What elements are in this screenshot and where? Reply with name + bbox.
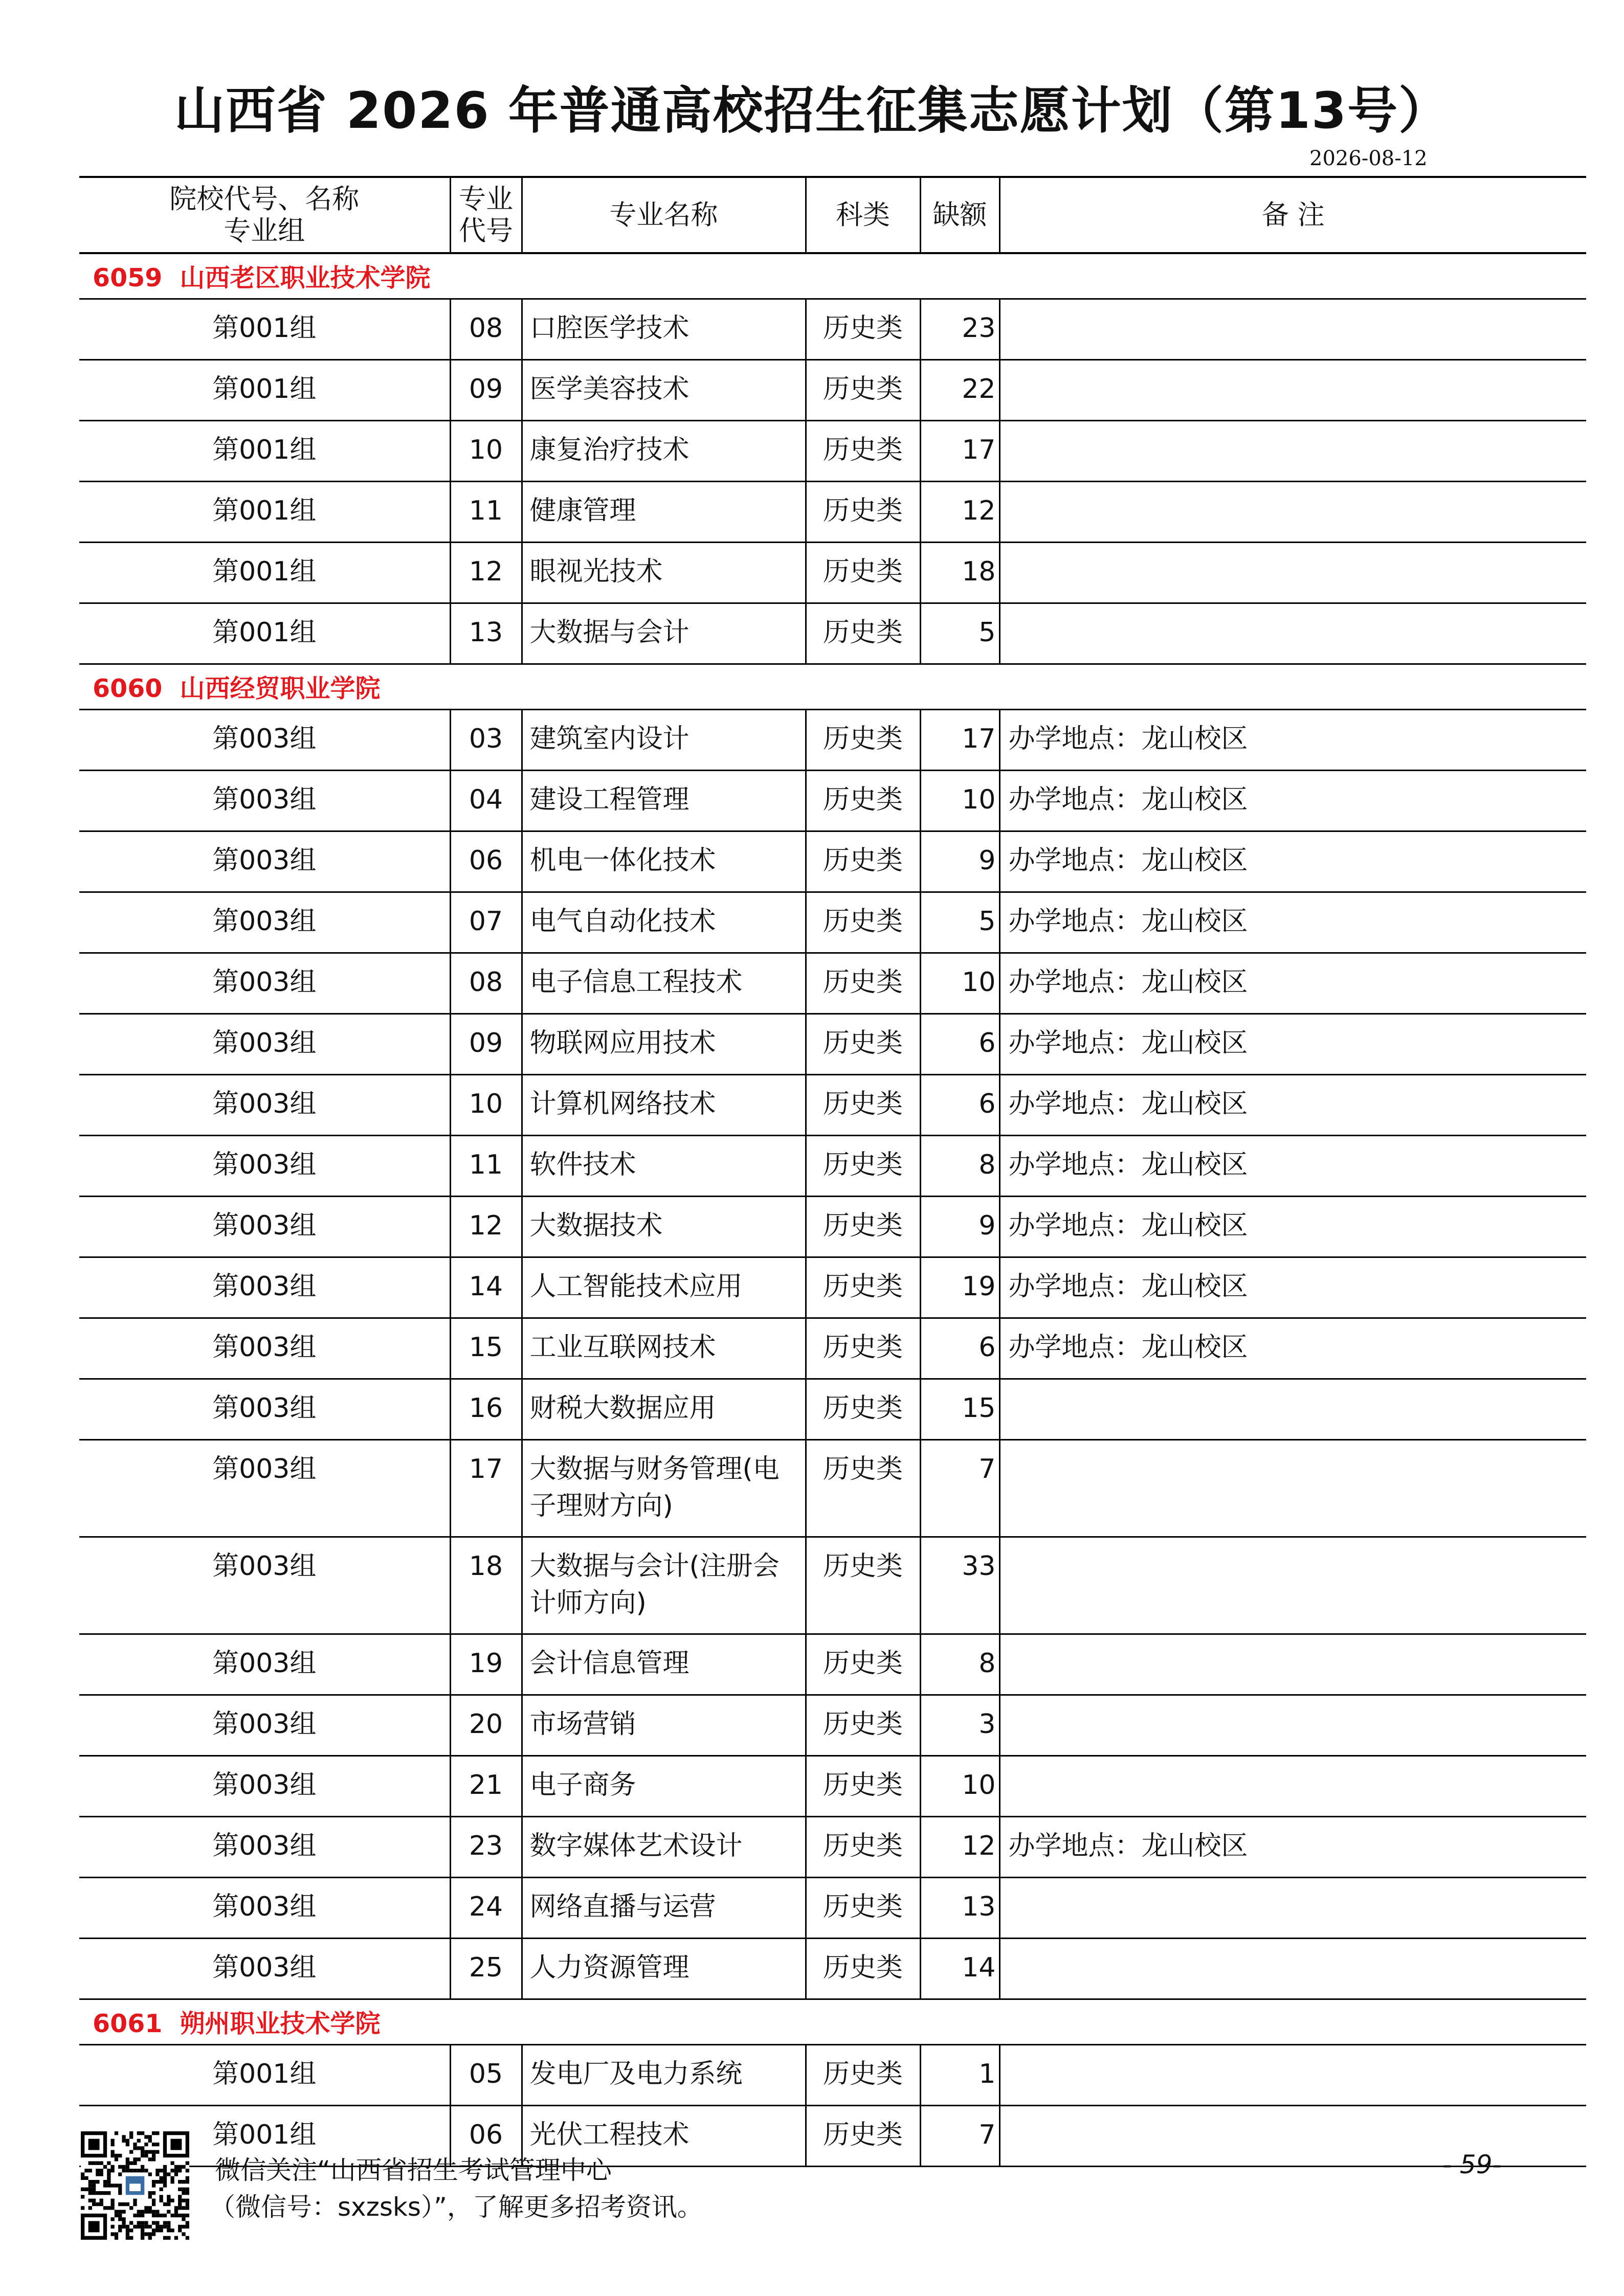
major-name-cell: 软件技术 <box>522 1136 806 1197</box>
category-cell: 历史类 <box>806 1136 920 1197</box>
major-code-cell: 21 <box>450 1756 522 1817</box>
header-major-name: 专业名称 <box>522 177 806 253</box>
quota-cell: 10 <box>920 771 999 831</box>
major-name-cell: 物联网应用技术 <box>522 1014 806 1075</box>
major-code-cell: 19 <box>450 1634 522 1695</box>
group-cell: 第003组 <box>79 1014 450 1075</box>
quota-cell: 8 <box>920 1136 999 1197</box>
category-cell: 历史类 <box>806 1318 920 1379</box>
major-code-cell: 10 <box>450 421 522 482</box>
header-school-line1: 院校代号、名称 <box>169 183 360 215</box>
group-cell: 第003组 <box>79 1318 450 1379</box>
enrollment-plan-table <box>79 176 1586 2167</box>
major-name-cell: 人力资源管理 <box>522 1939 806 1999</box>
header-quota: 缺额 <box>920 177 999 253</box>
category-cell: 历史类 <box>806 1878 920 1939</box>
major-code-cell: 06 <box>450 831 522 892</box>
major-name-cell: 电气自动化技术 <box>522 892 806 953</box>
major-code-cell: 06 <box>450 2106 522 2167</box>
major-name-cell: 口腔医学技术 <box>522 299 806 360</box>
major-name-cell: 建设工程管理 <box>522 771 806 831</box>
table-row <box>79 892 1586 953</box>
footer-wechat-line2: （微信号：sxzsks）”，了解更多招考资讯。 <box>210 2192 703 2222</box>
group-cell: 第001组 <box>79 421 450 482</box>
category-cell: 历史类 <box>806 1379 920 1440</box>
category-cell: 历史类 <box>806 831 920 892</box>
table-body <box>79 253 1586 2167</box>
major-name-cell: 电子信息工程技术 <box>522 953 806 1014</box>
table-row <box>79 1075 1586 1136</box>
group-cell: 第001组 <box>79 482 450 543</box>
major-name-cell: 大数据技术 <box>522 1197 806 1257</box>
remark-cell <box>999 543 1586 603</box>
major-code-cell: 11 <box>450 1136 522 1197</box>
header-school-group <box>79 177 450 253</box>
group-cell: 第003组 <box>79 771 450 831</box>
remark-cell: 办学地点：龙山校区 <box>999 1257 1586 1318</box>
group-cell: 第003组 <box>79 1756 450 1817</box>
table-row <box>79 1197 1586 1257</box>
group-cell: 第001组 <box>79 603 450 664</box>
table-row <box>79 1318 1586 1379</box>
table-row <box>79 1257 1586 1318</box>
table-row <box>79 1695 1586 1756</box>
quota-cell: 6 <box>920 1075 999 1136</box>
major-name-cell: 健康管理 <box>522 482 806 543</box>
category-cell: 历史类 <box>806 299 920 360</box>
major-code-cell: 03 <box>450 710 522 771</box>
remark-cell <box>999 603 1586 664</box>
group-cell: 第003组 <box>79 1075 450 1136</box>
table-row <box>79 2045 1586 2106</box>
table-row <box>79 1014 1586 1075</box>
group-cell: 第003组 <box>79 1257 450 1318</box>
major-name-cell: 人工智能技术应用 <box>522 1257 806 1318</box>
category-cell: 历史类 <box>806 543 920 603</box>
major-code-cell: 12 <box>450 1197 522 1257</box>
table-row <box>79 482 1586 543</box>
remark-cell: 办学地点：龙山校区 <box>999 892 1586 953</box>
remark-cell <box>999 299 1586 360</box>
category-cell: 历史类 <box>806 1440 920 1537</box>
table-row <box>79 603 1586 664</box>
group-cell: 第003组 <box>79 1817 450 1878</box>
category-cell: 历史类 <box>806 603 920 664</box>
remark-cell: 办学地点：龙山校区 <box>999 1014 1586 1075</box>
group-cell: 第003组 <box>79 1878 450 1939</box>
category-cell: 历史类 <box>806 1817 920 1878</box>
school-name: 6059 山西老区职业技术学院 <box>79 253 1586 299</box>
remark-cell <box>999 2045 1586 2106</box>
category-cell: 历史类 <box>806 421 920 482</box>
category-cell: 历史类 <box>806 1939 920 1999</box>
major-name-cell: 眼视光技术 <box>522 543 806 603</box>
quota-cell: 6 <box>920 1318 999 1379</box>
group-cell: 第003组 <box>79 1537 450 1634</box>
major-code-cell: 13 <box>450 603 522 664</box>
group-cell: 第003组 <box>79 953 450 1014</box>
remark-cell: 办学地点：龙山校区 <box>999 710 1586 771</box>
remark-cell: 办学地点：龙山校区 <box>999 771 1586 831</box>
group-cell: 第003组 <box>79 710 450 771</box>
category-cell: 历史类 <box>806 1756 920 1817</box>
table-row <box>79 1379 1586 1440</box>
group-cell: 第003组 <box>79 1197 450 1257</box>
major-name-cell: 大数据与会计(注册会计师方向) <box>522 1537 806 1634</box>
major-code-cell: 05 <box>450 2045 522 2106</box>
category-cell: 历史类 <box>806 953 920 1014</box>
quota-cell: 17 <box>920 710 999 771</box>
group-cell: 第003组 <box>79 892 450 953</box>
remark-cell: 办学地点：龙山校区 <box>999 1318 1586 1379</box>
publish-date: 2026-08-12 <box>1309 147 1428 170</box>
quota-cell: 3 <box>920 1695 999 1756</box>
category-cell: 历史类 <box>806 1014 920 1075</box>
remark-cell <box>999 1756 1586 1817</box>
page-title: 山西省 2026 年普通高校招生征集志愿计划（第13号） <box>174 82 1450 140</box>
group-cell: 第003组 <box>79 1634 450 1695</box>
major-name-cell: 会计信息管理 <box>522 1634 806 1695</box>
table-row <box>79 953 1586 1014</box>
major-code-cell: 08 <box>450 953 522 1014</box>
table-row <box>79 360 1586 421</box>
major-code-cell: 24 <box>450 1878 522 1939</box>
major-code-cell: 08 <box>450 299 522 360</box>
quota-cell: 6 <box>920 1014 999 1075</box>
table-row <box>79 1537 1586 1634</box>
quota-cell: 1 <box>920 2045 999 2106</box>
qr-code-icon <box>81 2131 189 2240</box>
table-row <box>79 1440 1586 1537</box>
remark-cell: 办学地点：龙山校区 <box>999 1136 1586 1197</box>
page-number: - 59- <box>1442 2150 1502 2179</box>
table-row <box>79 421 1586 482</box>
header-code-line1: 专业 <box>459 183 513 215</box>
major-name-cell: 网络直播与运营 <box>522 1878 806 1939</box>
quota-cell: 5 <box>920 603 999 664</box>
major-code-cell: 10 <box>450 1075 522 1136</box>
quota-cell: 9 <box>920 1197 999 1257</box>
category-cell: 历史类 <box>806 710 920 771</box>
quota-cell: 14 <box>920 1939 999 1999</box>
major-code-cell: 12 <box>450 543 522 603</box>
table-row <box>79 831 1586 892</box>
major-code-cell: 11 <box>450 482 522 543</box>
remark-cell: 办学地点：龙山校区 <box>999 953 1586 1014</box>
footer-wechat-line1: 微信关注“山西省招生考试管理中心 <box>215 2155 612 2185</box>
category-cell: 历史类 <box>806 1257 920 1318</box>
quota-cell: 12 <box>920 1817 999 1878</box>
group-cell: 第003组 <box>79 1440 450 1537</box>
remark-cell <box>999 421 1586 482</box>
major-code-cell: 16 <box>450 1379 522 1440</box>
major-name-cell: 康复治疗技术 <box>522 421 806 482</box>
remark-cell <box>999 1537 1586 1634</box>
remark-cell <box>999 1695 1586 1756</box>
table-row <box>79 771 1586 831</box>
category-cell: 历史类 <box>806 2106 920 2167</box>
major-name-cell: 建筑室内设计 <box>522 710 806 771</box>
table-row <box>79 1878 1586 1939</box>
school-name: 6060 山西经贸职业学院 <box>79 664 1586 710</box>
quota-cell: 19 <box>920 1257 999 1318</box>
major-name-cell: 计算机网络技术 <box>522 1075 806 1136</box>
table-row <box>79 1756 1586 1817</box>
group-cell: 第003组 <box>79 1695 450 1756</box>
quota-cell: 18 <box>920 543 999 603</box>
major-name-cell: 电子商务 <box>522 1756 806 1817</box>
group-cell: 第001组 <box>79 543 450 603</box>
category-cell: 历史类 <box>806 771 920 831</box>
major-name-cell: 工业互联网技术 <box>522 1318 806 1379</box>
major-name-cell: 光伏工程技术 <box>522 2106 806 2167</box>
category-cell: 历史类 <box>806 1075 920 1136</box>
major-code-cell: 23 <box>450 1817 522 1878</box>
quota-cell: 8 <box>920 1634 999 1695</box>
major-code-cell: 07 <box>450 892 522 953</box>
quota-cell: 10 <box>920 1756 999 1817</box>
major-name-cell: 机电一体化技术 <box>522 831 806 892</box>
school-row <box>79 1999 1586 2045</box>
category-cell: 历史类 <box>806 1537 920 1634</box>
major-name-cell: 数字媒体艺术设计 <box>522 1817 806 1878</box>
header-remark: 备 注 <box>999 177 1586 253</box>
table-row <box>79 710 1586 771</box>
quota-cell: 33 <box>920 1537 999 1634</box>
quota-cell: 12 <box>920 482 999 543</box>
table-row <box>79 1634 1586 1695</box>
remark-cell <box>999 1878 1586 1939</box>
quota-cell: 7 <box>920 1440 999 1537</box>
remark-cell <box>999 360 1586 421</box>
category-cell: 历史类 <box>806 2045 920 2106</box>
major-name-cell: 市场营销 <box>522 1695 806 1756</box>
remark-cell: 办学地点：龙山校区 <box>999 1197 1586 1257</box>
header-major-code <box>450 177 522 253</box>
major-name-cell: 发电厂及电力系统 <box>522 2045 806 2106</box>
quota-cell: 10 <box>920 953 999 1014</box>
major-code-cell: 09 <box>450 1014 522 1075</box>
major-name-cell: 医学美容技术 <box>522 360 806 421</box>
major-code-cell: 17 <box>450 1440 522 1537</box>
header-code-line2: 代号 <box>459 215 513 246</box>
major-name-cell: 大数据与会计 <box>522 603 806 664</box>
remark-cell <box>999 1440 1586 1537</box>
table-row <box>79 1136 1586 1197</box>
table-header-row <box>79 177 1586 253</box>
major-code-cell: 04 <box>450 771 522 831</box>
quota-cell: 7 <box>920 2106 999 2167</box>
group-cell: 第001组 <box>79 360 450 421</box>
school-row <box>79 253 1586 299</box>
remark-cell: 办学地点：龙山校区 <box>999 1075 1586 1136</box>
table-row <box>79 543 1586 603</box>
group-cell: 第003组 <box>79 1379 450 1440</box>
quota-cell: 15 <box>920 1379 999 1440</box>
group-cell: 第003组 <box>79 1939 450 1999</box>
header-school-line2: 专业组 <box>224 215 305 246</box>
major-code-cell: 15 <box>450 1318 522 1379</box>
category-cell: 历史类 <box>806 892 920 953</box>
quota-cell: 5 <box>920 892 999 953</box>
remark-cell <box>999 1634 1586 1695</box>
remark-cell <box>999 482 1586 543</box>
header-category: 科类 <box>806 177 920 253</box>
major-name-cell: 大数据与财务管理(电子理财方向) <box>522 1440 806 1537</box>
school-name: 6061 朔州职业技术学院 <box>79 1999 1586 2045</box>
major-code-cell: 14 <box>450 1257 522 1318</box>
quota-cell: 9 <box>920 831 999 892</box>
group-cell: 第003组 <box>79 1136 450 1197</box>
remark-cell <box>999 1379 1586 1440</box>
category-cell: 历史类 <box>806 1695 920 1756</box>
remark-cell: 办学地点：龙山校区 <box>999 831 1586 892</box>
table-row <box>79 1939 1586 1999</box>
major-code-cell: 25 <box>450 1939 522 1999</box>
major-code-cell: 20 <box>450 1695 522 1756</box>
remark-cell <box>999 1939 1586 1999</box>
remark-cell: 办学地点：龙山校区 <box>999 1817 1586 1878</box>
group-cell: 第003组 <box>79 831 450 892</box>
quota-cell: 23 <box>920 299 999 360</box>
school-row <box>79 664 1586 710</box>
major-name-cell: 财税大数据应用 <box>522 1379 806 1440</box>
group-cell: 第001组 <box>79 2106 450 2167</box>
quota-cell: 17 <box>920 421 999 482</box>
group-cell: 第001组 <box>79 299 450 360</box>
group-cell: 第001组 <box>79 2045 450 2106</box>
major-code-cell: 18 <box>450 1537 522 1634</box>
table-row <box>79 1817 1586 1878</box>
category-cell: 历史类 <box>806 482 920 543</box>
category-cell: 历史类 <box>806 1197 920 1257</box>
quota-cell: 22 <box>920 360 999 421</box>
quota-cell: 13 <box>920 1878 999 1939</box>
category-cell: 历史类 <box>806 360 920 421</box>
major-code-cell: 09 <box>450 360 522 421</box>
table-row <box>79 299 1586 360</box>
category-cell: 历史类 <box>806 1634 920 1695</box>
